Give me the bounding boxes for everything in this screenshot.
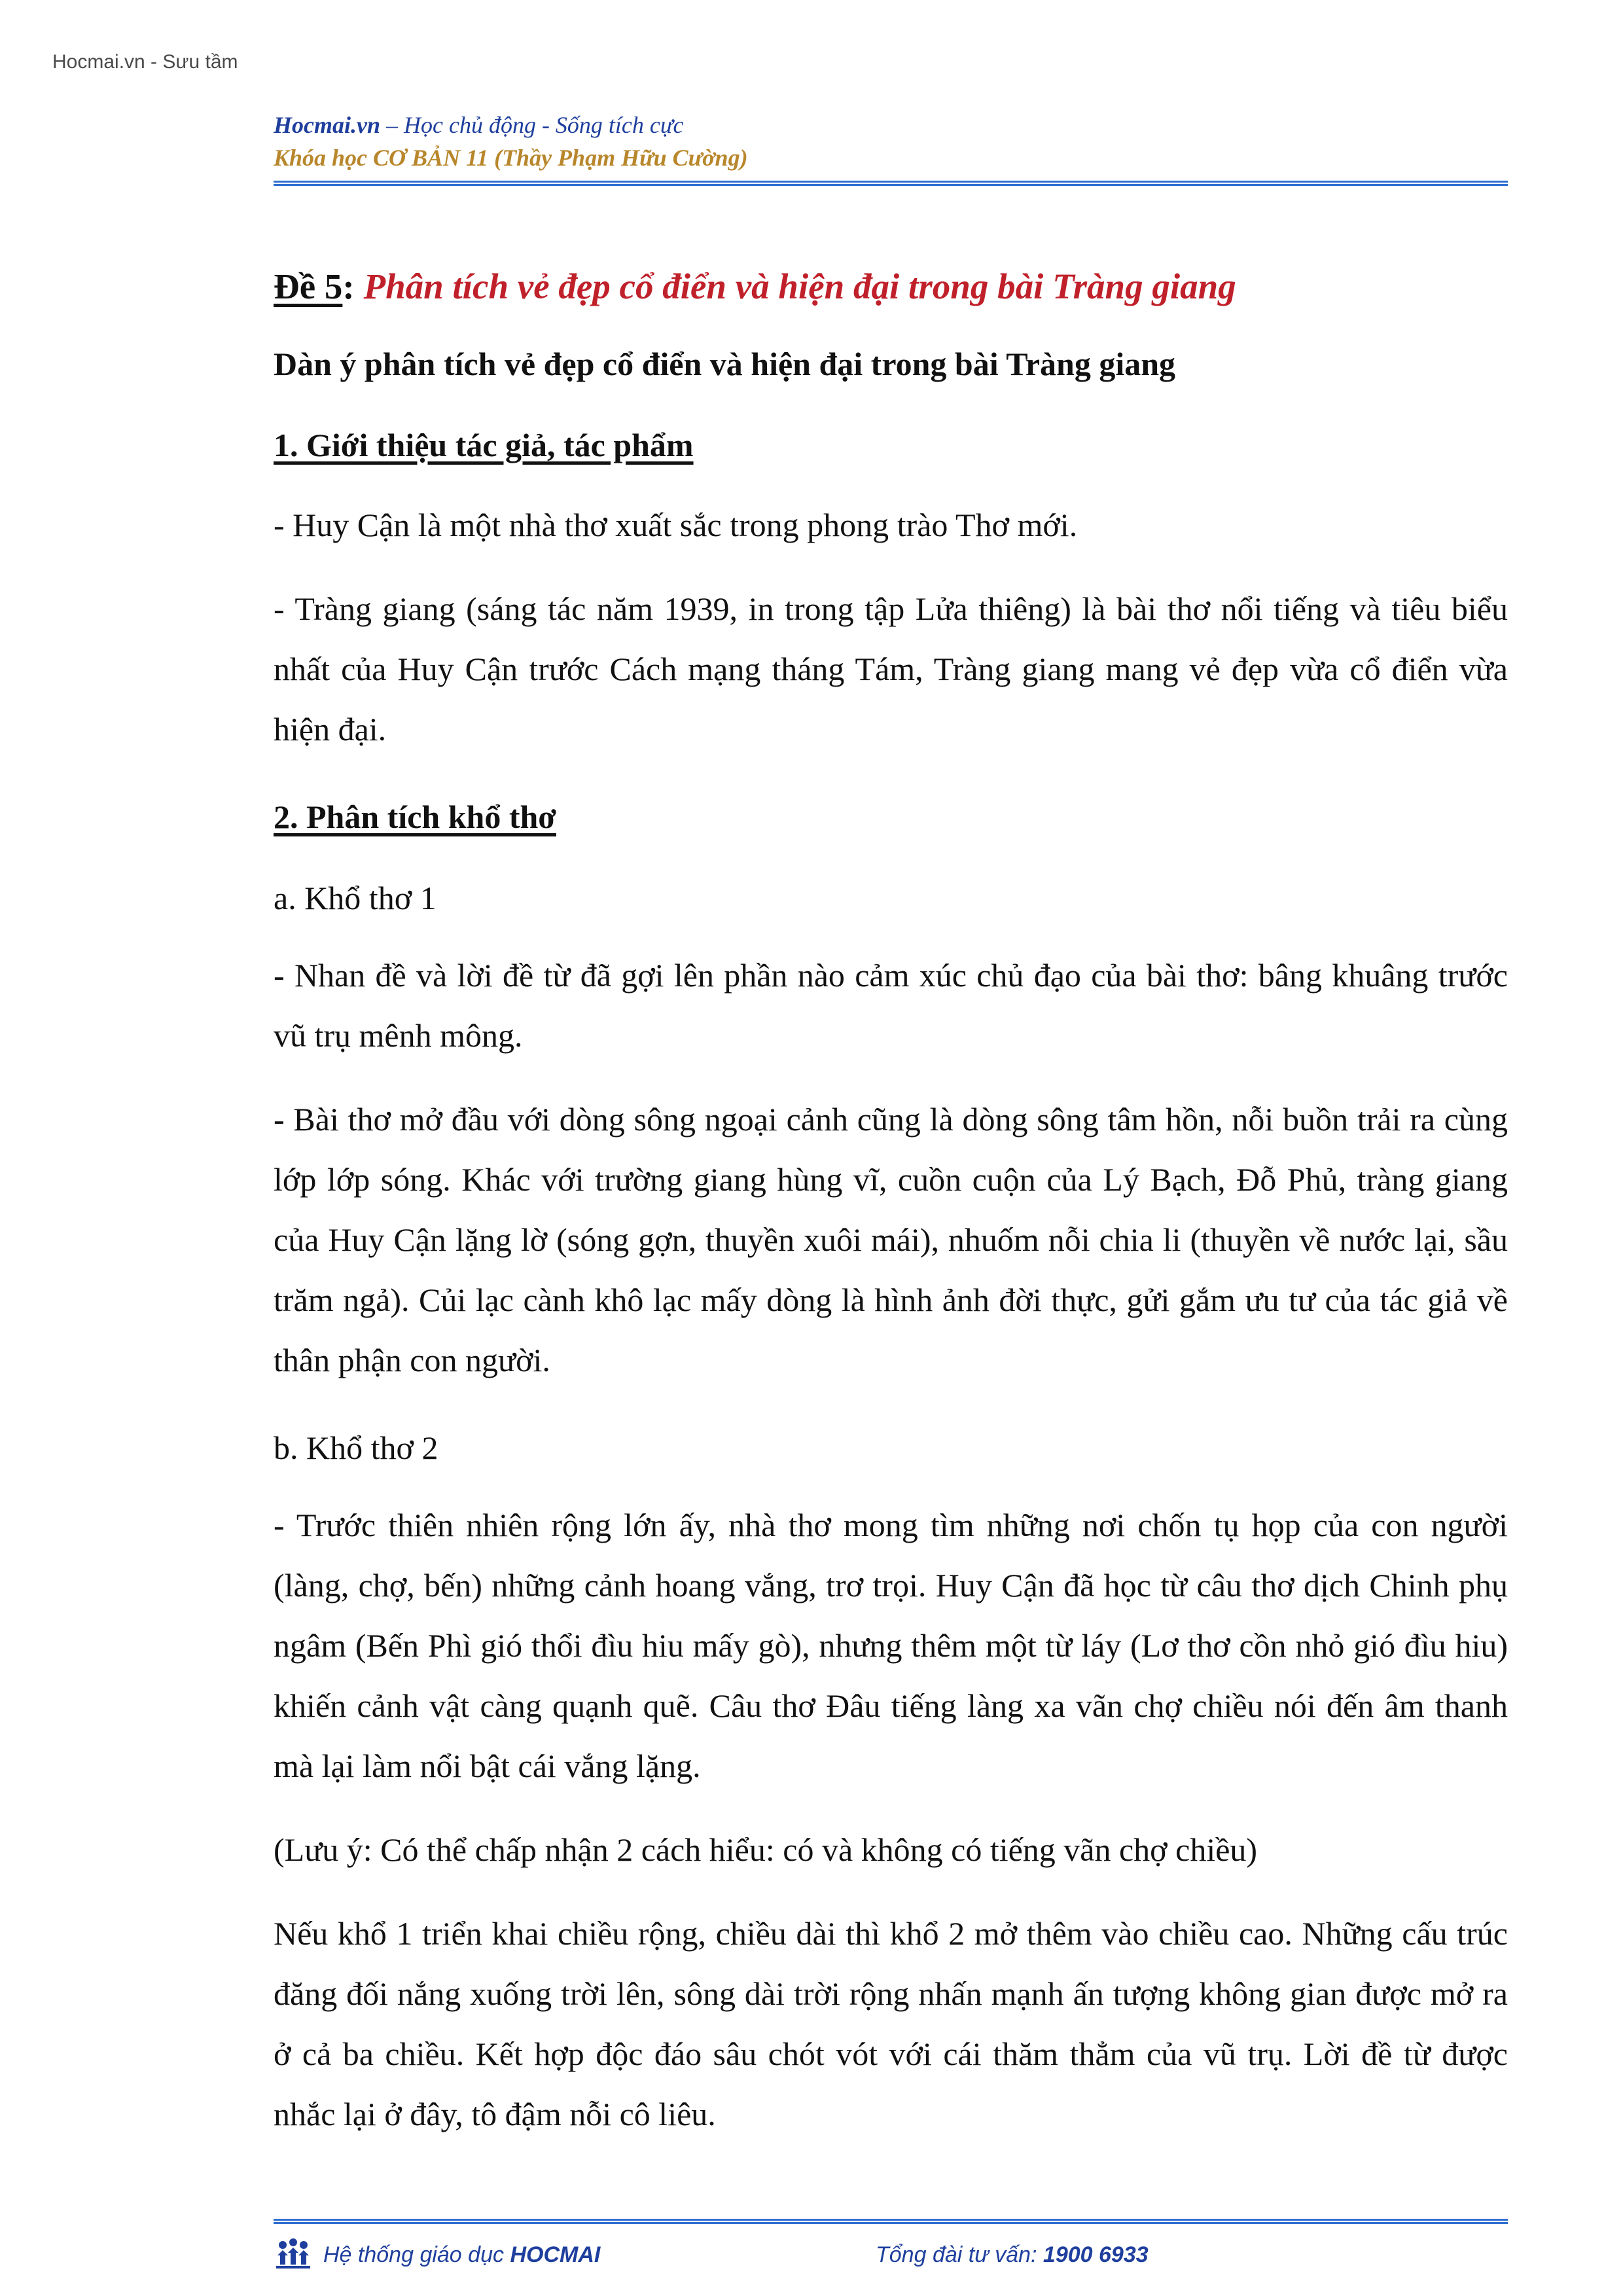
paragraph-stanza-2-analysis: - Trước thiên nhiên rộng lớn ấy, nhà thơ mong tìm những nơi chốn tụ họp của con người (làng, chợ, bến) những cảnh hoang vắng, trơ trọi. Huy Cận đã học từ câu thơ dịch Chinh phụ ngâm (Bến Phì gió thổi đìu hiu mấy gò), nhưng thêm một từ láy (Lơ thơ cồn nhỏ gió đìu hiu) khiến cảnh vật càng quạnh quẽ. Câu thơ Đâu tiếng làng xa vãn chợ chiều nói đến âm thanh mà lại làm nổi bật cái vắng lặng. (274, 1507, 1508, 1784)
title-colon: : (342, 266, 364, 306)
watermark-text: Hocmai.vn - Sưu tầm (52, 51, 238, 73)
brand-name[interactable]: Hocmai.vn (274, 112, 380, 138)
footer-divider (274, 2219, 1508, 2228)
footer-hotline-label: Tổng đài tư vấn: (876, 2242, 1043, 2267)
subheading-stanza-2: b. Khổ thơ 2 (274, 1429, 438, 1466)
paragraph-author: - Huy Cận là một nhà thơ xuất sắc trong phong trào Thơ mới. (274, 507, 1078, 543)
section-heading-analysis: 2. Phân tích khổ thơ (274, 798, 556, 835)
footer-system-text: Hệ thống giáo dục (323, 2242, 510, 2267)
document-body (274, 260, 1508, 2144)
footer-brand[interactable]: HOCMAI (510, 2242, 601, 2267)
page-title (274, 260, 1508, 313)
footer-hotline-number[interactable]: 1900 6933 (1043, 2242, 1149, 2267)
title-prefix: Đề 5 (274, 266, 343, 306)
section-heading-intro: 1. Giới thiệu tác giả, tác phẩm (274, 427, 694, 463)
document-subtitle: Dàn ý phân tích vẻ đẹp cổ điển và hiện đại trong bài Tràng giang (274, 346, 1176, 382)
page-header (274, 109, 1504, 174)
hocmai-logo-icon (274, 2236, 313, 2275)
paragraph-stanza-2-note: (Lưu ý: Có thể chấp nhận 2 cách hiểu: có và không có tiếng vãn chợ chiều) (274, 1831, 1258, 1868)
title-text: Phân tích vẻ đẹp cổ điển và hiện đại trong bài Tràng giang (363, 266, 1236, 306)
paragraph-stanza-2-dimension: Nếu khổ 1 triển khai chiều rộng, chiều dài thì khổ 2 mở thêm vào chiều cao. Những cấu trúc đăng đối nắng xuống trời lên, sông dài trời rộng nhấn mạnh ấn tượng không gian được mở ra ở cả ba chiều. Kết hợp độc đáo sâu chót vót với cái thăm thẳm của vũ trụ. Lời đề từ được nhắc lại ở đây, tô đậm nỗi cô liêu. (274, 1915, 1508, 2132)
header-slogan-line (274, 109, 1504, 141)
course-title: Khóa học CƠ BẢN 11 (Thầy Phạm Hữu Cường) (274, 145, 748, 171)
paragraph-work: - Tràng giang (sáng tác năm 1939, in trong tập Lửa thiêng) là bài thơ nổi tiếng và tiêu biểu nhất của Huy Cận trước Cách mạng tháng Tám, Tràng giang mang vẻ đẹp vừa cổ điển vừa hiện đại. (274, 590, 1508, 747)
paragraph-stanza-1-analysis: - Bài thơ mở đầu với dòng sông ngoại cảnh cũng là dòng sông tâm hồn, nỗi buồn trải ra cùng lớp lớp sóng. Khác với trường giang hùng vĩ, cuồn cuộn của Lý Bạch, Đỗ Phủ, tràng giang của Huy Cận lặng lờ (sóng gợn, thuyền xuôi mái), nhuốm nỗi chia li (thuyền về nước lại, sầu trăm ngả). Củi lạc cành khô lạc mấy dòng là hình ảnh đời thực, gửi gắm ưu tư của tác giả về thân phận con người. (274, 1101, 1508, 1378)
header-slogan: – Học chủ động - Sống tích cực (380, 112, 684, 138)
paragraph-stanza-1-title: - Nhan đề và lời đề từ đã gợi lên phần nào cảm xúc chủ đạo của bài thơ: bâng khuâng trước vũ trụ mênh mông. (274, 957, 1508, 1054)
footer-system-label (323, 2242, 600, 2268)
page-footer (274, 2236, 1508, 2282)
footer-hotline (876, 2242, 1149, 2268)
subheading-stanza-1: a. Khổ thơ 1 (274, 880, 437, 916)
header-divider (274, 181, 1508, 190)
